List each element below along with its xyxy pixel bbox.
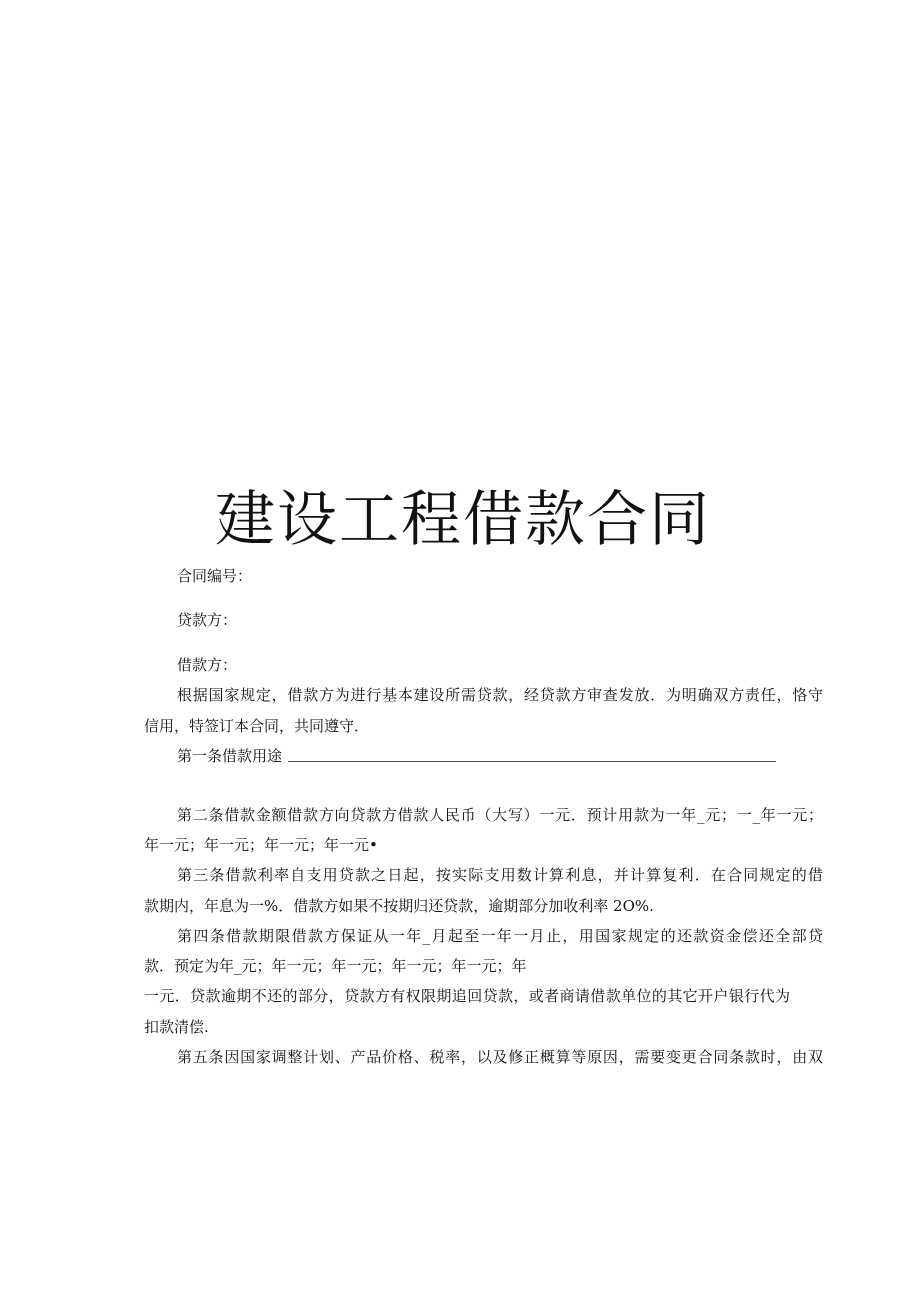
- preamble-line-2: 信用，特签订本合同，共同遵守．: [144, 717, 370, 735]
- article-5-line-1: 第五条因国家调整计划、产品价格、税率，以及修正概算等原因，需要变更合同条款时，由双: [177, 1048, 823, 1066]
- article-4-line-2: 款．预定为年_元；年一元；年一元；年一元；年一元；年: [144, 957, 527, 975]
- article-1-label: 第一条借款用途: [177, 747, 283, 765]
- loan-purpose-blank-line: [288, 761, 776, 762]
- article-3-line-1: 第三条借款利率自支用贷款之日起，按实际支用数计算利息，并计算复利．在合同规定的借: [177, 866, 823, 884]
- contract-number-field: 合同编号：: [177, 567, 253, 585]
- article-1-line: [144, 746, 823, 766]
- article-3-line-2: 款期内，年息为一%．借款方如果不按期归还贷款，逾期部分加收利率 2O%.: [144, 897, 654, 915]
- preamble-line-1: 根据国家规定，借款方为进行基本建设所需贷款，经贷款方审查发放．为明确双方责任，恪守: [177, 686, 823, 704]
- article-4-line-3: 一元．贷款逾期不还的部分，贷款方有权限期追回贷款，或者商请借款单位的其它开户银行代为: [144, 987, 790, 1005]
- article-4-line-1: 第四条借款期限借款方保证从一年_月起至一年一月止，用国家规定的还款资金偿还全部贷: [177, 927, 823, 945]
- document-title: 建设工程借款合同: [215, 485, 711, 555]
- article-2-line-2: 年一元；年一元；年一元；年一元•: [144, 836, 378, 854]
- article-4-line-4: 扣款清偿.: [144, 1018, 209, 1036]
- borrower-field: 借款方：: [177, 656, 238, 674]
- article-2-line-1: 第二条借款金额借款方向贷款方借款人民币（大写）一元．预计用款为一年_元；一_年一元；: [177, 806, 823, 824]
- lender-field: 贷款方：: [177, 611, 238, 629]
